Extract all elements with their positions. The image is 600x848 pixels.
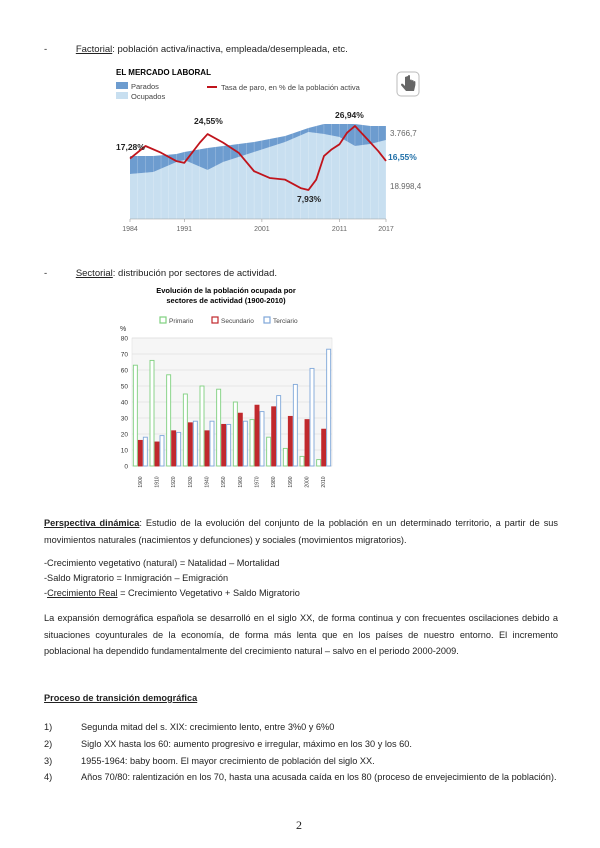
bar-terciario [260,412,264,466]
chart-title-line2: sectores de actividad (1900-2010) [166,296,286,305]
y-tick-label: 80 [120,335,128,343]
bullet-sectorial [44,268,277,279]
bullet-factorial [44,44,348,55]
legend-label: Secundario [221,318,254,325]
chart-title: EL MERCADO LABORAL [116,68,211,77]
sector-employment-chart [108,283,344,491]
page-number: 2 [296,818,302,832]
bar-primario [267,437,271,466]
bar-secundario [205,431,209,466]
annotation-label: 26,94% [335,110,364,120]
bar-primario [233,402,237,466]
x-tick-label: 2010 [321,476,328,488]
bar-primario [250,420,254,466]
x-tick-label: 1910 [154,476,161,488]
bullet-text: : población activa/inactiva, empleada/desempleada, etc. [112,44,348,55]
y-tick-label: 10 [120,447,128,455]
transition-item-1 [44,720,558,735]
transition-item-4 [44,770,558,785]
bar-primario [300,456,304,466]
formula-vegetativo: -Crecimiento vegetativo (natural) = Natalidad – Mortalidad [44,558,280,568]
item-number: 2) [44,739,53,749]
bullet-term: Sectorial [75,268,113,279]
annotation-label: 18.998,4 [390,182,422,191]
bullet-term: Factorial [75,44,113,55]
y-tick-label: 0 [124,463,128,471]
bar-secundario [255,405,259,466]
x-tick-label: 1900 [137,476,144,488]
y-tick-label: 60 [120,367,128,375]
bar-terciario [193,421,197,466]
formula-real [44,586,300,601]
legend-swatch [160,317,166,323]
x-tick-label: 1960 [237,476,244,488]
hand-pointer-icon [394,68,422,100]
legend-label: Terciario [273,318,298,325]
bar-terciario [143,437,147,466]
item-text: Años 70/80: ralentización en los 70, hasta una acusada caída en los 80 (proceso de envejecimiento de la población). [81,772,557,782]
bar-terciario [243,421,247,466]
dynamic-text: : Estudio de la evolución del conjunto de la población en un determinado territorio, a partir de sus movimientos naturales (nacimientos y defunciones) y sociales (movimientos migratorios). [44,518,558,545]
y-tick-label: 40 [120,399,128,407]
y-axis-label: % [120,326,127,333]
bar-secundario [272,407,276,466]
item-text: Segunda mitad del s. XIX: crecimiento lento, entre 3%0 y 6%0 [81,722,335,732]
annotation-label: 7,93% [297,194,322,204]
bar-primario [317,460,321,466]
bar-primario [183,394,187,466]
legend-label: Primario [169,318,194,325]
x-tick-label: 1984 [122,226,138,233]
y-tick-label: 20 [120,431,128,439]
x-tick-label: 1980 [271,476,278,488]
bar-terciario [177,432,181,466]
annotation-label: 3.766,7 [390,129,417,138]
bar-secundario [305,420,309,466]
y-tick-label: 50 [120,383,128,391]
dynamic-term: Perspectiva dinámica [44,518,140,528]
item-number: 4) [44,772,53,782]
bar-terciario [227,424,231,466]
bar-primario [217,389,221,466]
bar-terciario [210,421,214,466]
y-tick-label: 30 [120,415,128,423]
bar-terciario [160,436,164,466]
x-tick-label: 1930 [187,476,194,488]
bar-secundario [288,416,292,466]
x-tick-label: 1950 [221,476,228,488]
legend-swatch-ocupados [116,92,128,99]
bar-secundario [188,423,192,466]
legend-label-ocupados: Ocupados [131,92,166,101]
bullet-dash: - [44,268,48,279]
item-text: Siglo XX hasta los 60: aumento progresivo e irregular, máximo en los 30 y los 60. [81,739,412,749]
legend-label-parados: Parados [131,82,159,91]
transition-heading: Proceso de transición demográfica [44,693,198,703]
bar-secundario [222,424,226,466]
bar-terciario [310,368,314,466]
x-tick-label: 1940 [204,476,211,488]
bar-secundario [238,413,242,466]
bullet-text: : distribución por sectores de actividad. [112,268,278,279]
legend-label-tasa: Tasa de paro, en % de la población activa [221,83,360,92]
bar-secundario [322,429,326,466]
transition-item-3 [44,754,558,769]
bar-primario [283,448,287,466]
x-tick-label: 1990 [287,476,294,488]
formula-dash: - [44,588,48,598]
bar-secundario [155,442,159,466]
item-number: 3) [44,756,53,766]
y-tick-label: 70 [120,351,128,359]
x-tick-label: 1991 [176,226,193,233]
annotation-label: 17,28% [116,142,145,152]
labor-market-chart [110,62,422,237]
formula-real-term: Crecimiento Real [47,588,118,598]
x-tick-label: 2001 [254,226,270,233]
bar-primario [133,365,137,466]
formula-migratorio: -Saldo Migratorio = Inmigración – Emigración [44,573,229,583]
bar-secundario [138,440,142,466]
bar-terciario [277,396,281,466]
x-tick-label: 2017 [378,226,394,233]
bar-secundario [172,431,176,466]
transition-item-2 [44,737,558,752]
legend-swatch [264,317,270,323]
legend-swatch-parados [116,82,128,89]
annotation-label: 16,55% [388,152,417,162]
bar-primario [167,375,171,466]
bar-primario [150,360,154,466]
formula-real-text: = Crecimiento Vegetativo + Saldo Migratorio [117,588,300,598]
bullet-dash: - [44,44,48,55]
x-tick-label: 2011 [331,226,347,233]
legend-swatch [212,317,218,323]
item-number: 1) [44,722,53,732]
chart-title-line1: Evolución de la población ocupada por [156,286,296,295]
x-tick-label: 2000 [304,476,311,488]
bar-primario [200,386,204,466]
item-text: 1955-1964: baby boom. El mayor crecimiento de población del siglo XX. [81,756,375,766]
x-tick-label: 1970 [254,476,261,488]
annotation-label: 24,55% [194,116,223,126]
x-tick-label: 1920 [171,476,178,488]
bar-terciario [327,349,331,466]
bar-terciario [293,384,297,466]
expansion-paragraph: La expansión demográfica española se desarrolló en el siglo XX, de forma continua y con frecuentes oscilaciones debido a situaciones coyunturales de la economía, de forma más lenta que en los países de nuestro entorno. El incremento poblacional ha dependido fundamentalmente del crecimiento natural – salvo en el periodo 2000-2009. [44,613,558,656]
dynamic-perspective-paragraph [44,515,558,548]
